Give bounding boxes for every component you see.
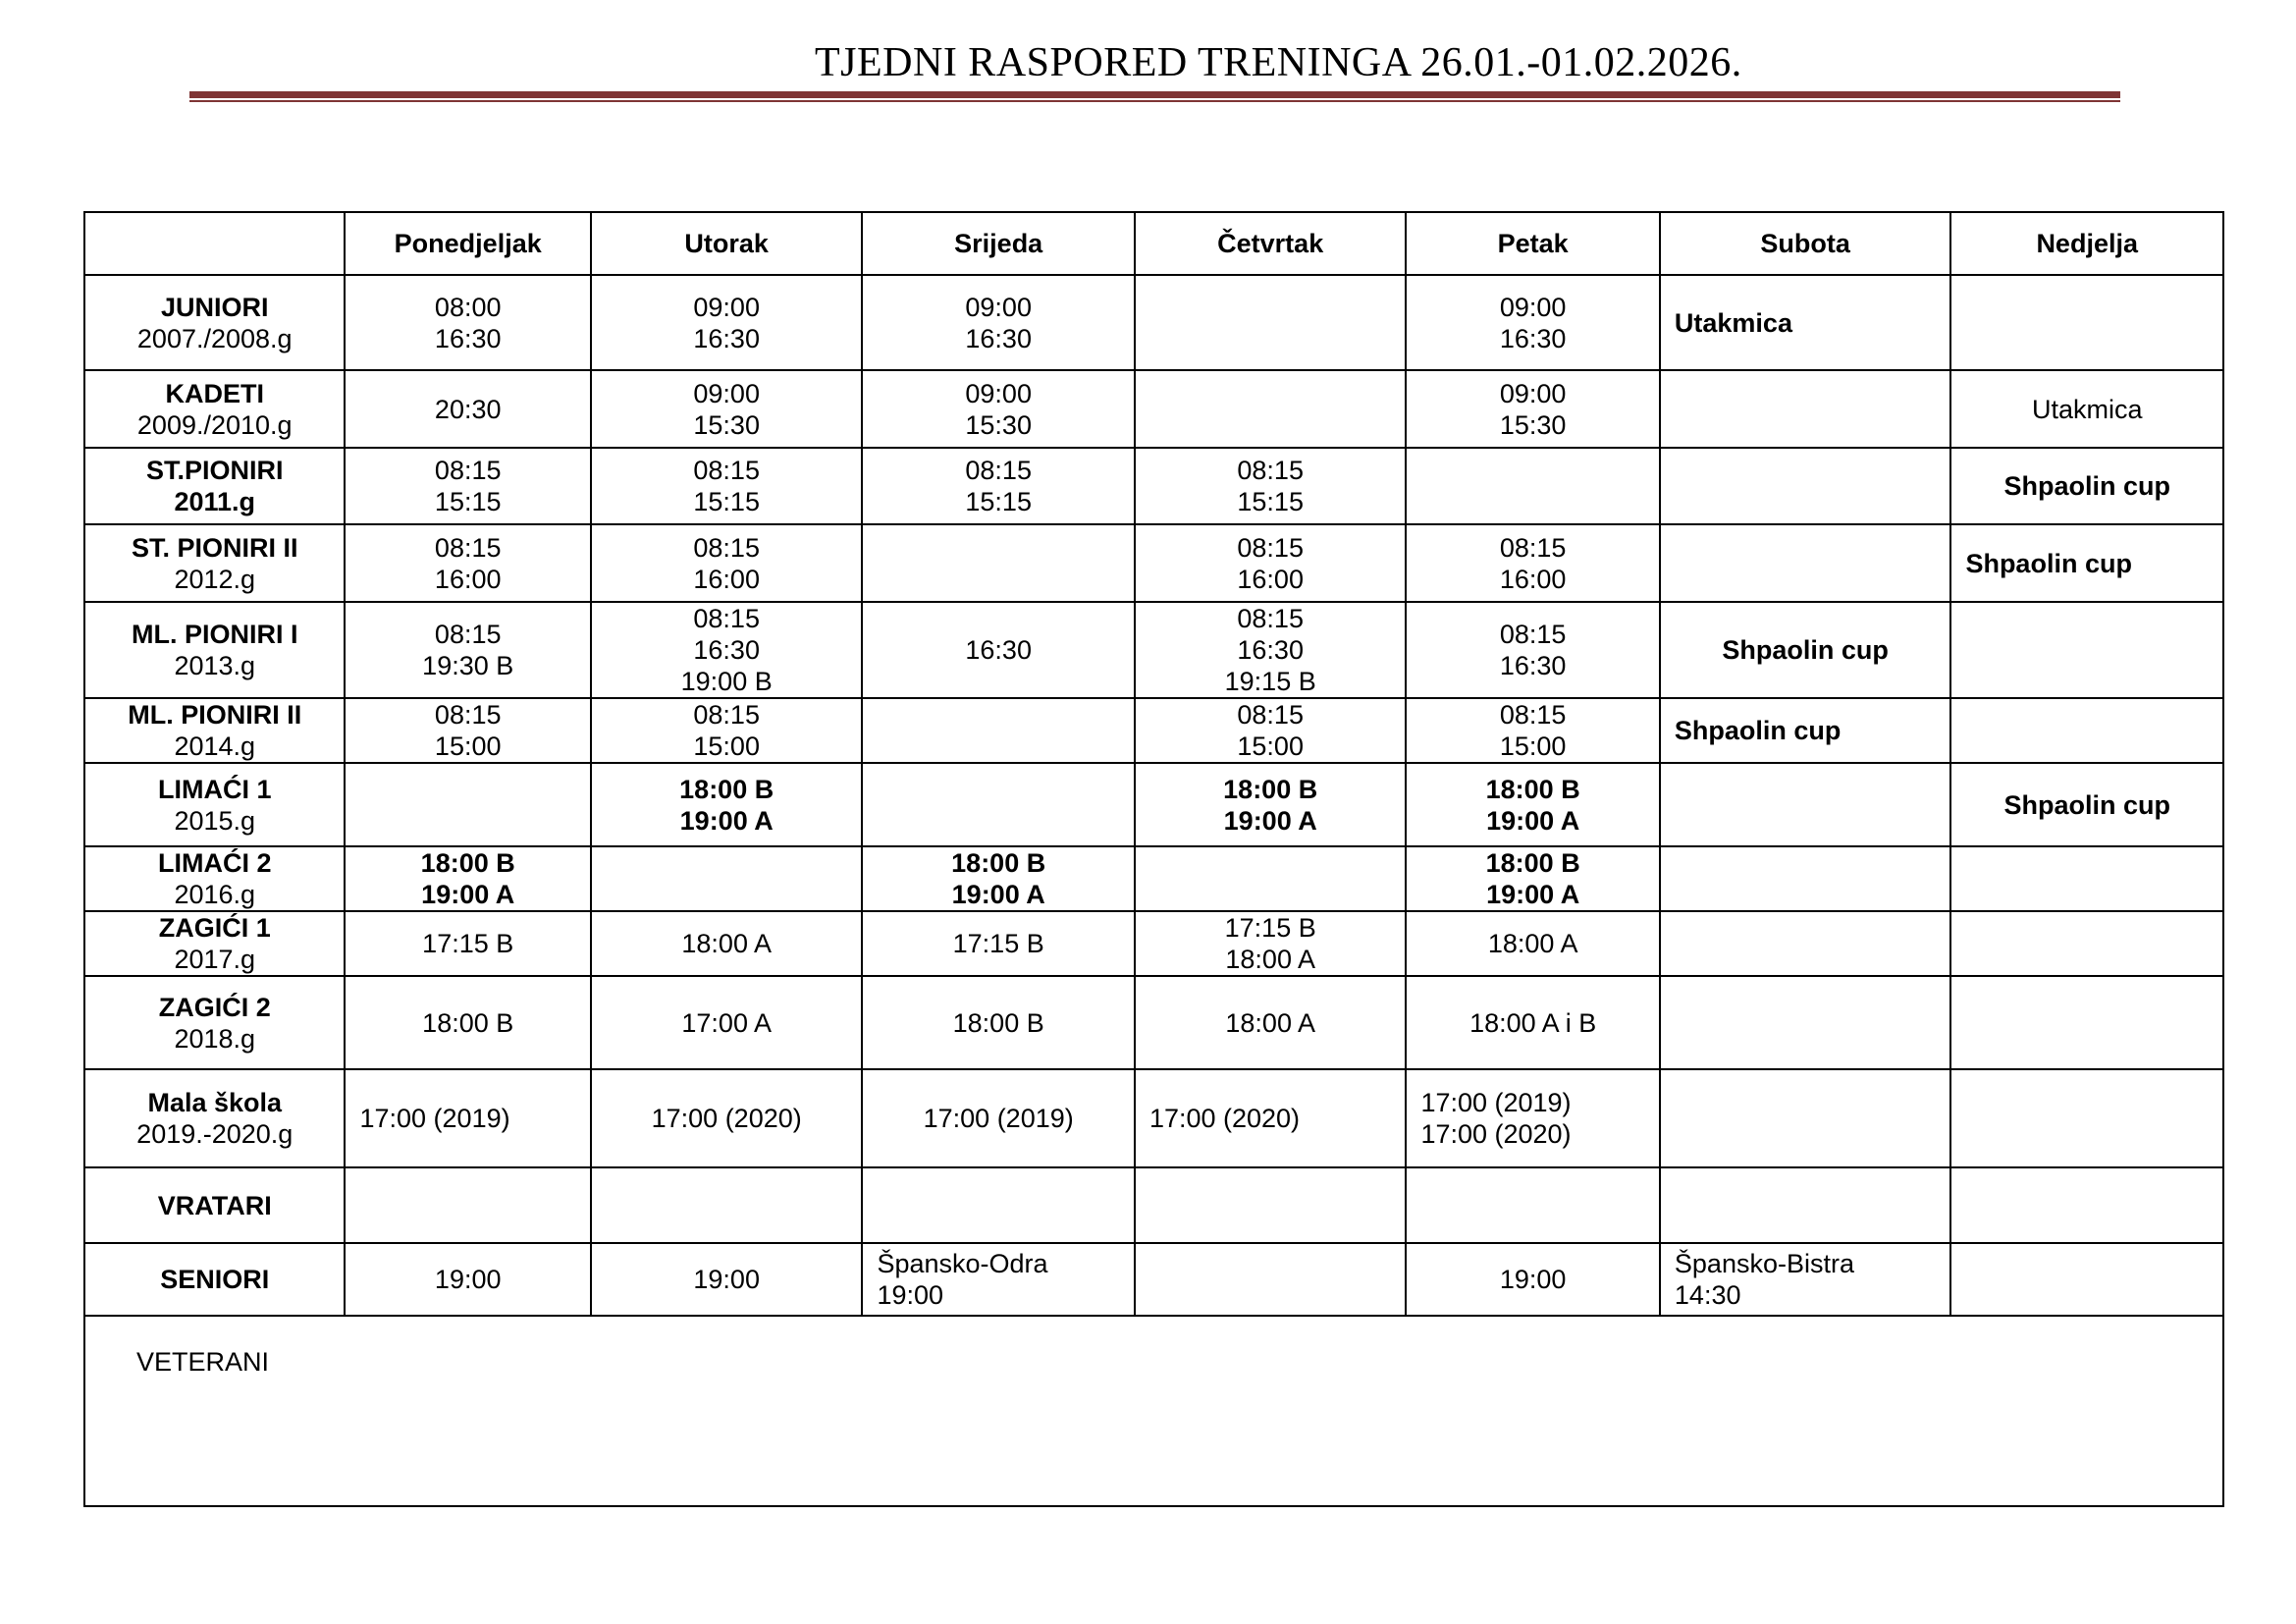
session-entry: 17:15 B — [422, 929, 514, 958]
schedule-cell — [1406, 911, 1659, 976]
day-header: Četvrtak — [1135, 212, 1407, 275]
schedule-cell — [1135, 1167, 1407, 1243]
schedule-cell — [1950, 524, 2223, 602]
team-cell — [84, 846, 345, 911]
team-name: SENIORI — [160, 1265, 270, 1294]
session-entry: 16:30 — [693, 635, 760, 665]
session-entry: 19:00 B — [680, 667, 773, 696]
schedule-cell — [1660, 1243, 1951, 1316]
session-entry: 19:00 A — [421, 880, 515, 909]
team-cell — [84, 763, 345, 846]
day-header: Subota — [1660, 212, 1951, 275]
training-schedule-table — [83, 211, 2224, 1507]
team-row — [84, 763, 2223, 846]
team-row — [84, 524, 2223, 602]
session-entry: 19:00 A — [1223, 805, 1317, 836]
session-entry: 09:00 — [965, 378, 1032, 408]
session-entry: 15:00 — [1237, 731, 1304, 761]
schedule-cell — [862, 524, 1135, 602]
schedule-cell — [1950, 846, 2223, 911]
session-entry: 19:00 — [434, 1265, 502, 1294]
schedule-cell — [862, 275, 1135, 370]
session-entry: 15:15 — [693, 487, 760, 516]
session-entry: 15:00 — [434, 731, 502, 761]
schedule-cell — [1950, 448, 2223, 524]
team-name: Mala škola — [147, 1088, 283, 1117]
team-row — [84, 448, 2223, 524]
schedule-cell — [345, 976, 590, 1069]
schedule-cell — [345, 1069, 590, 1167]
session-entry: 15:15 — [434, 487, 502, 516]
team-name: VRATARI — [157, 1190, 272, 1220]
schedule-cell — [591, 524, 863, 602]
schedule-cell — [862, 370, 1135, 448]
schedule-cell — [591, 911, 863, 976]
session-entry: 08:15 — [1499, 700, 1567, 730]
team-year: 2016.g — [174, 880, 256, 909]
session-entry: 18:00 A — [681, 929, 772, 958]
schedule-cell — [862, 1069, 1135, 1167]
session-entry: 08:15 — [1499, 620, 1567, 649]
session-entry: 17:00 (2019) — [923, 1104, 1074, 1133]
schedule-cell — [1660, 698, 1951, 763]
session-entry: 15:15 — [965, 487, 1032, 516]
team-row — [84, 275, 2223, 370]
session-entry: 18:00 B — [1485, 774, 1580, 804]
schedule-cell — [345, 763, 590, 846]
schedule-cell — [1406, 1243, 1659, 1316]
team-row — [84, 976, 2223, 1069]
day-header: Petak — [1406, 212, 1659, 275]
session-entry: 18:00 B — [1223, 774, 1318, 804]
team-cell — [84, 370, 345, 448]
team-row — [84, 698, 2223, 763]
session-entry: 18:00 B — [420, 848, 515, 878]
session-entry: Shpaolin cup — [1674, 716, 1842, 745]
schedule-cell — [1406, 1167, 1659, 1243]
session-entry: Shpaolin cup — [1722, 635, 1889, 665]
team-cell — [84, 1167, 345, 1243]
session-entry: 18:00 B — [951, 848, 1046, 878]
schedule-cell — [1406, 448, 1659, 524]
session-entry: 16:30 — [434, 323, 502, 353]
team-row — [84, 1069, 2223, 1167]
team-name: KADETI — [165, 378, 264, 408]
schedule-cell — [1406, 763, 1659, 846]
schedule-cell — [591, 976, 863, 1069]
schedule-cell — [591, 448, 863, 524]
schedule-cell — [862, 1243, 1135, 1316]
schedule-cell — [345, 698, 590, 763]
team-year: 2019.-2020.g — [136, 1119, 294, 1149]
session-entry: 16:30 — [965, 635, 1032, 665]
schedule-cell — [1135, 448, 1407, 524]
day-header: Srijeda — [862, 212, 1135, 275]
team-row — [84, 846, 2223, 911]
schedule-cell — [1406, 846, 1659, 911]
schedule-cell — [862, 911, 1135, 976]
session-entry: 09:00 — [965, 292, 1032, 322]
team-year: 2018.g — [174, 1023, 256, 1054]
schedule-cell — [591, 275, 863, 370]
session-entry: 19:00 A — [1486, 805, 1580, 836]
session-entry: 08:15 — [1237, 532, 1304, 563]
schedule-cell — [591, 1069, 863, 1167]
day-header: Nedjelja — [1950, 212, 2223, 275]
schedule-cell — [1135, 370, 1407, 448]
schedule-cell — [862, 763, 1135, 846]
team-name: LIMAĆI 2 — [157, 848, 272, 878]
session-entry: 15:00 — [1499, 731, 1567, 761]
team-name: ST. PIONIRI II — [131, 532, 298, 563]
team-name: ZAGIĆI 1 — [158, 913, 271, 943]
schedule-cell — [1406, 370, 1659, 448]
schedule-cell — [345, 524, 590, 602]
team-year: 2009./2010.g — [136, 409, 293, 440]
team-cell — [84, 275, 345, 370]
schedule-cell — [591, 846, 863, 911]
session-entry: 09:00 — [1499, 292, 1567, 322]
session-entry: 16:30 — [1237, 635, 1304, 665]
schedule-cell — [345, 1243, 590, 1316]
schedule-cell — [591, 1243, 863, 1316]
schedule-cell — [1660, 602, 1951, 698]
schedule-cell — [1660, 370, 1951, 448]
session-entry: 08:00 — [434, 292, 502, 322]
session-entry: 19:00 A — [679, 805, 774, 836]
team-cell — [84, 1243, 345, 1316]
session-entry: 17:00 (2020) — [1148, 1104, 1301, 1133]
schedule-cell — [862, 846, 1135, 911]
team-name: ML. PIONIRI I — [131, 620, 298, 649]
schedule-cell — [1660, 275, 1951, 370]
schedule-cell — [1135, 524, 1407, 602]
session-entry: 08:15 — [693, 532, 760, 563]
veterani-label: VETERANI — [136, 1347, 270, 1377]
session-entry: 08:15 — [434, 532, 502, 563]
schedule-cell — [1660, 1069, 1951, 1167]
session-entry: 17:00 (2019) — [1420, 1088, 1572, 1117]
schedule-cell — [1950, 275, 2223, 370]
session-entry: Utakmica — [2031, 394, 2143, 424]
session-entry: 16:30 — [693, 323, 760, 353]
session-entry: 08:15 — [693, 456, 760, 485]
team-row — [84, 1243, 2223, 1316]
team-cell — [84, 976, 345, 1069]
veterani-cell — [84, 1316, 2223, 1506]
session-entry: 19:15 B — [1224, 667, 1316, 696]
schedule-cell — [1660, 976, 1951, 1069]
session-entry: 17:00 (2019) — [359, 1104, 510, 1133]
session-entry: 08:15 — [965, 456, 1032, 485]
schedule-cell — [1950, 763, 2223, 846]
team-cell — [84, 448, 345, 524]
team-cell — [84, 602, 345, 698]
session-entry: 09:00 — [1499, 378, 1567, 408]
page-title: TJEDNI RASPORED TRENINGA 26.01.-01.02.2026. — [815, 40, 1742, 85]
session-entry: 18:00 A i B — [1469, 1007, 1597, 1038]
schedule-cell — [1660, 846, 1951, 911]
session-entry: 15:30 — [693, 409, 760, 440]
title-underline — [189, 91, 2120, 98]
team-cell — [84, 524, 345, 602]
session-entry: 19:00 — [877, 1280, 944, 1310]
session-entry: 19:30 B — [422, 651, 514, 680]
session-entry: 17:00 (2020) — [651, 1104, 802, 1133]
session-entry: 16:30 — [1499, 323, 1567, 353]
schedule-cell — [1950, 602, 2223, 698]
schedule-cell — [591, 370, 863, 448]
schedule-cell — [345, 846, 590, 911]
schedule-cell — [591, 602, 863, 698]
schedule-cell — [1950, 976, 2223, 1069]
session-entry: 18:00 B — [1485, 848, 1580, 878]
schedule-cell — [1660, 763, 1951, 846]
session-entry: 19:00 — [693, 1265, 760, 1294]
schedule-cell — [591, 1167, 863, 1243]
schedule-cell — [1950, 911, 2223, 976]
schedule-cell — [1406, 976, 1659, 1069]
title-underline-thin — [189, 100, 2120, 102]
session-entry: 18:00 B — [952, 1007, 1044, 1038]
header-row — [84, 212, 2223, 275]
team-row — [84, 1167, 2223, 1243]
schedule-cell — [1660, 524, 1951, 602]
session-entry: 15:30 — [965, 409, 1032, 440]
session-entry: 08:15 — [693, 604, 760, 633]
session-entry: Shpaolin cup — [1965, 548, 2132, 578]
schedule-cell — [1950, 1069, 2223, 1167]
team-year: 2017.g — [174, 945, 256, 974]
team-cell — [84, 911, 345, 976]
session-entry: Špansko-Bistra — [1674, 1249, 1854, 1278]
schedule-cell — [345, 448, 590, 524]
session-entry: 18:00 A — [1225, 945, 1315, 974]
schedule-cell — [1950, 1243, 2223, 1316]
schedule-cell — [862, 698, 1135, 763]
schedule-cell — [862, 602, 1135, 698]
session-entry: 17:00 (2020) — [1420, 1119, 1572, 1149]
team-year: 2007./2008.g — [136, 323, 293, 353]
team-year: 2013.g — [174, 651, 256, 680]
session-entry: 19:00 A — [1486, 880, 1580, 909]
team-row — [84, 911, 2223, 976]
session-entry: 16:00 — [693, 564, 760, 594]
veterani-row — [84, 1316, 2223, 1506]
schedule-cell — [862, 448, 1135, 524]
session-entry: 18:00 B — [422, 1007, 514, 1038]
schedule-cell — [1950, 370, 2223, 448]
team-name: JUNIORI — [160, 292, 269, 322]
schedule-cell — [591, 763, 863, 846]
team-year: 2011.g — [174, 487, 256, 516]
session-entry: 09:00 — [693, 292, 760, 322]
schedule-cell — [862, 1167, 1135, 1243]
schedule-cell — [591, 698, 863, 763]
session-entry: 08:15 — [1237, 604, 1304, 633]
schedule-cell — [862, 976, 1135, 1069]
team-row — [84, 602, 2223, 698]
schedule-cell — [1135, 976, 1407, 1069]
session-entry: 16:00 — [1499, 564, 1567, 594]
team-year: 2014.g — [174, 731, 256, 761]
schedule-cell — [1135, 763, 1407, 846]
schedule-cell — [1406, 602, 1659, 698]
schedule-cell — [1950, 1167, 2223, 1243]
session-entry: 08:15 — [434, 620, 502, 649]
session-entry: 08:15 — [434, 700, 502, 730]
session-entry: 19:00 — [1499, 1265, 1567, 1294]
session-entry: 17:15 B — [1224, 913, 1316, 943]
session-entry: 19:00 A — [951, 880, 1045, 909]
schedule-cell — [1406, 275, 1659, 370]
session-entry: 16:30 — [965, 323, 1032, 353]
session-entry: 18:00 A — [1487, 929, 1578, 958]
corner-cell — [84, 212, 345, 275]
team-name: ST.PIONIRI — [145, 456, 284, 485]
team-name: ML. PIONIRI II — [128, 700, 302, 730]
session-entry: 18:00 A — [1225, 1007, 1315, 1038]
schedule-cell — [345, 1167, 590, 1243]
session-entry: 16:30 — [1499, 651, 1567, 680]
schedule-cell — [1135, 698, 1407, 763]
schedule-cell — [1135, 275, 1407, 370]
schedule-cell — [1135, 1243, 1407, 1316]
schedule-cell — [1406, 698, 1659, 763]
session-entry: Utakmica — [1674, 307, 1792, 338]
schedule-cell — [345, 275, 590, 370]
team-name: ZAGIĆI 2 — [158, 992, 271, 1022]
session-entry: 08:15 — [434, 456, 502, 485]
schedule-cell — [345, 911, 590, 976]
session-entry: 09:00 — [693, 378, 760, 408]
schedule-cell — [1660, 1167, 1951, 1243]
schedule-body — [84, 275, 2223, 1316]
team-cell — [84, 1069, 345, 1167]
session-entry: 15:30 — [1499, 409, 1567, 440]
session-entry: 15:15 — [1237, 487, 1304, 516]
session-entry: 17:15 B — [952, 929, 1044, 958]
schedule-cell — [1406, 1069, 1659, 1167]
schedule-cell — [345, 602, 590, 698]
session-entry: 16:00 — [1237, 564, 1304, 594]
session-entry: Shpaolin cup — [2003, 471, 2170, 501]
session-entry: 17:00 A — [681, 1007, 772, 1038]
team-year: 2015.g — [174, 805, 256, 836]
session-entry: 08:15 — [1499, 532, 1567, 563]
team-year: 2012.g — [174, 564, 256, 594]
team-cell — [84, 698, 345, 763]
schedule-cell — [1950, 698, 2223, 763]
schedule-cell — [1135, 911, 1407, 976]
session-entry: 15:00 — [693, 731, 760, 761]
session-entry: 08:15 — [693, 700, 760, 730]
session-entry: 08:15 — [1237, 456, 1304, 485]
schedule-cell — [1135, 602, 1407, 698]
team-name: LIMAĆI 1 — [157, 774, 272, 804]
schedule-cell — [1660, 448, 1951, 524]
schedule-cell — [1135, 846, 1407, 911]
session-entry: 20:30 — [434, 394, 502, 424]
session-entry: 16:00 — [434, 564, 502, 594]
session-entry: Shpaolin cup — [2003, 789, 2170, 820]
session-entry: 18:00 B — [679, 774, 774, 804]
team-row — [84, 370, 2223, 448]
day-header: Ponedjeljak — [345, 212, 590, 275]
schedule-cell — [345, 370, 590, 448]
schedule-cell — [1660, 911, 1951, 976]
schedule-cell — [1135, 1069, 1407, 1167]
session-entry: 08:15 — [1237, 700, 1304, 730]
session-entry: 14:30 — [1674, 1280, 1741, 1310]
session-entry: Špansko-Odra — [877, 1249, 1048, 1278]
day-header: Utorak — [591, 212, 863, 275]
schedule-cell — [1406, 524, 1659, 602]
